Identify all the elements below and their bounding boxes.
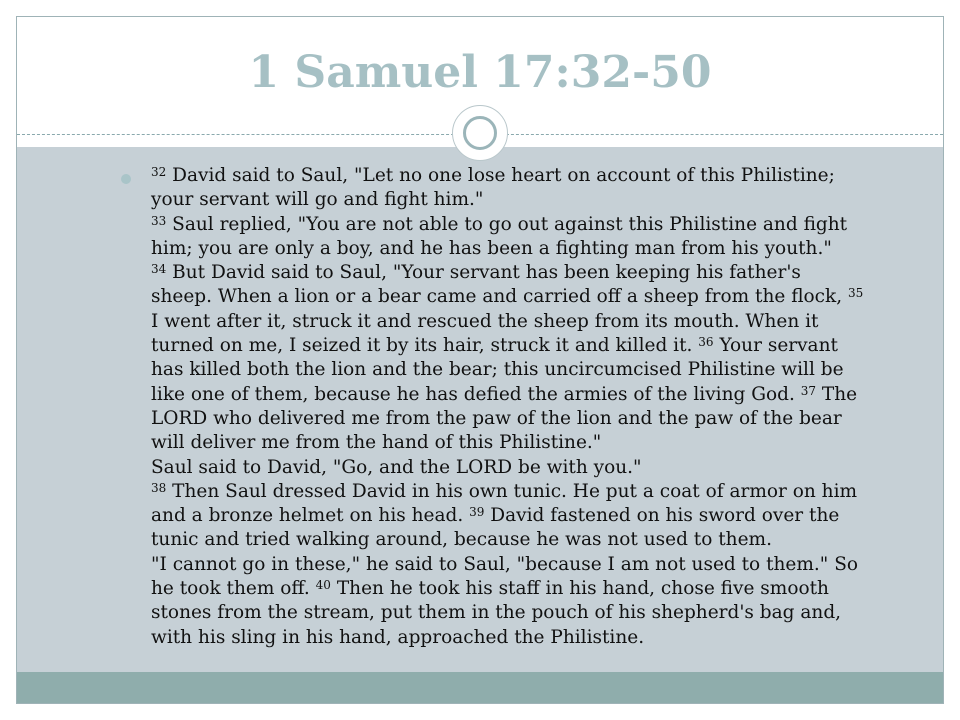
verse-text: will deliver me from the hand of this Philistine." [151,432,602,454]
scripture-line [151,334,911,358]
verse-text: turned on me, I seized it by its hair, struck it and killed it. [151,335,699,357]
verse-text: sheep. When a lion or a bear came and carried off a sheep from the flock, [151,286,849,308]
scripture-line [151,577,911,601]
verse-text: David fastened on his sword over the [484,505,840,527]
verse-text: stones from the stream, put them in the pouch of his shepherd's bag and, [151,602,842,624]
scripture-line [151,164,911,188]
verse-text: But David said to Saul, "Your servant has been keeping his father's [166,262,801,284]
verse-text: "I cannot go in these," he said to Saul, "because I am not used to them." So [151,553,859,575]
footer-bar [17,672,943,703]
verse-text: with his sling in his hand, approached the Philistine. [151,626,645,648]
verse-number: 37 [800,383,817,398]
bullet-icon [121,174,131,184]
verse-text: your servant will go and fight him." [151,189,484,211]
scripture-line [151,480,911,504]
scripture-line [151,553,911,577]
verse-text: like one of them, because he has defied the armies of the living God. [151,383,801,405]
slide-title: 1 Samuel 17:32-50 [248,47,712,98]
verse-number: 35 [848,286,864,301]
verse-text: I went after it, struck it and rescued the sheep from its mouth. When it [151,310,819,332]
verse-number: 32 [151,165,167,179]
scripture-line [151,261,911,285]
verse-number: 38 [151,480,167,495]
scripture-line [151,626,911,650]
verse-number: 34 [151,262,167,277]
scripture-line [151,188,911,212]
scripture-line [151,456,911,480]
verse-text: Saul replied, "You are not able to go out against this Philistine and fight [166,213,848,235]
scripture-line [151,601,911,625]
scripture-text [151,164,911,650]
verse-text: and a bronze helmet on his head. [151,505,470,527]
verse-text: tunic and tried walking around, because he was not used to them. [151,529,772,551]
scripture-line [151,528,911,552]
scripture-line [151,504,911,528]
verse-text: he took them off. [151,578,316,600]
verse-text: has killed both the lion and the bear; this uncircumcised Philistine will be [151,359,844,381]
verse-text: Then Saul dressed David in his own tunic. He put a coat of armor on him [166,480,858,502]
scripture-line [151,407,911,431]
scripture-line [151,431,911,455]
scripture-line [151,285,911,309]
verse-text: David said to Saul, "Let no one lose heart on account of this Philistine; [166,165,835,186]
scripture-line [151,213,911,237]
verse-text: LORD who delivered me from the paw of the lion and the paw of the bear [151,407,842,429]
verse-number: 36 [698,335,714,350]
verse-text: Then he took his staff in his hand, chose five smooth [330,578,829,600]
scripture-line [151,383,911,407]
verse-number: 39 [469,505,485,520]
scripture-line [151,237,911,261]
verse-text: him; you are only a boy, and he has been a fighting man from his youth." [151,237,832,259]
verse-text: The [816,383,858,405]
scripture-line [151,310,911,334]
verse-text: Saul said to David, "Go, and the LORD be with you." [151,456,642,478]
verse-number: 40 [315,578,331,593]
verse-number: 33 [151,213,167,228]
slide [16,16,944,704]
scripture-line [151,358,911,382]
divider-ring-icon [463,116,497,150]
verse-text: Your servant [713,335,838,357]
